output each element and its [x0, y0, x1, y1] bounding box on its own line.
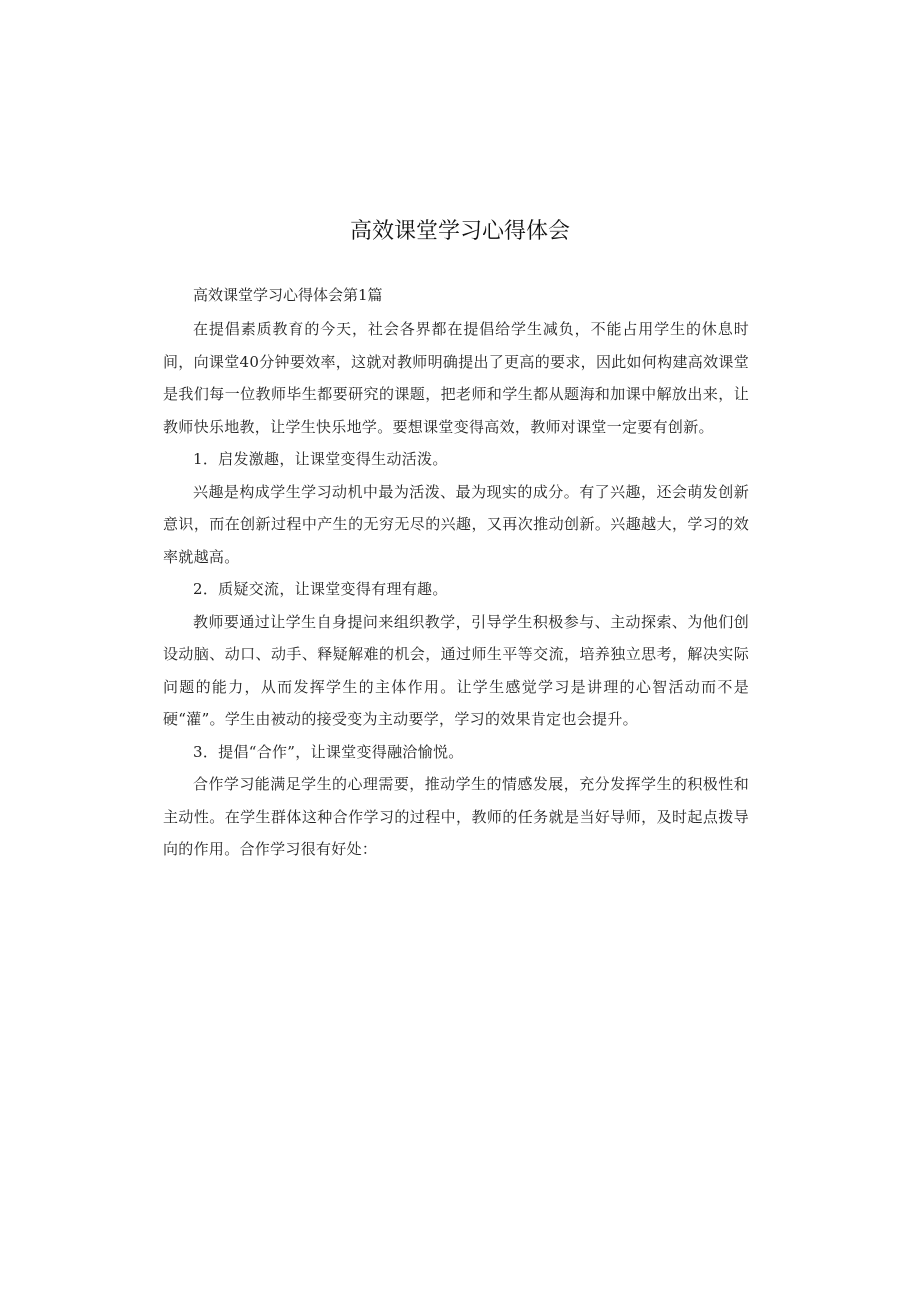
heading-point-1: 1．启发激趣，让课堂变得生动活泼。	[193, 450, 448, 468]
paragraph-intro: 在提倡素质教育的今天，社会各界都在提倡给学生减负，不能占用学生的休息时间，向课堂40分钟要效率，这就对教师明确提出了更高的要求，因此如何构建高效课堂是我们每一位教师毕生都要研究的课题，把老师和学生都从题海和加课中解放出来，让教师快乐地教，让学生快乐地学。要想课堂变得高效，教师对课堂一定要有创新。	[163, 320, 749, 436]
document-title: 高效课堂学习心得体会	[349, 219, 570, 244]
heading-point-3: 3．提倡“合作”，让课堂变得融洽愉悦。	[193, 742, 464, 761]
heading-point-2: 2．质疑交流，让课堂变得有理有趣。	[193, 580, 448, 598]
paragraph-point-1: 兴趣是构成学生学习动机中最为活泼、最为现实的成分。有了兴趣，还会萌发创新意识，而在创新过程中产生的无穷无尽的兴趣，又再次推动创新。兴趣越大，学习的效率就越高。	[163, 482, 749, 566]
paragraph-point-2: 教师要通过让学生自身提问来组织教学，引导学生积极参与、主动探索、为他们创设动脑、动口、动手、释疑解难的机会，通过师生平等交流，培养独立思考，解决实际问题的能力，从而发挥学生的主体作用。让学生感觉学习是讲理的心智活动而不是硬“灌”。学生由被动的接受变为主动要学，学习的效果肯定也会提升。	[163, 612, 749, 728]
section-subtitle: 高效课堂学习心得体会第1篇	[193, 286, 383, 304]
document-body	[163, 283, 749, 866]
paragraph-point-3: 合作学习能满足学生的心理需要，推动学生的情感发展，充分发挥学生的积极性和主动性。在学生群体这种合作学习的过程中，教师的任务就是当好导师，及时起点拨导向的作用。合作学习很有好处：	[163, 775, 749, 858]
